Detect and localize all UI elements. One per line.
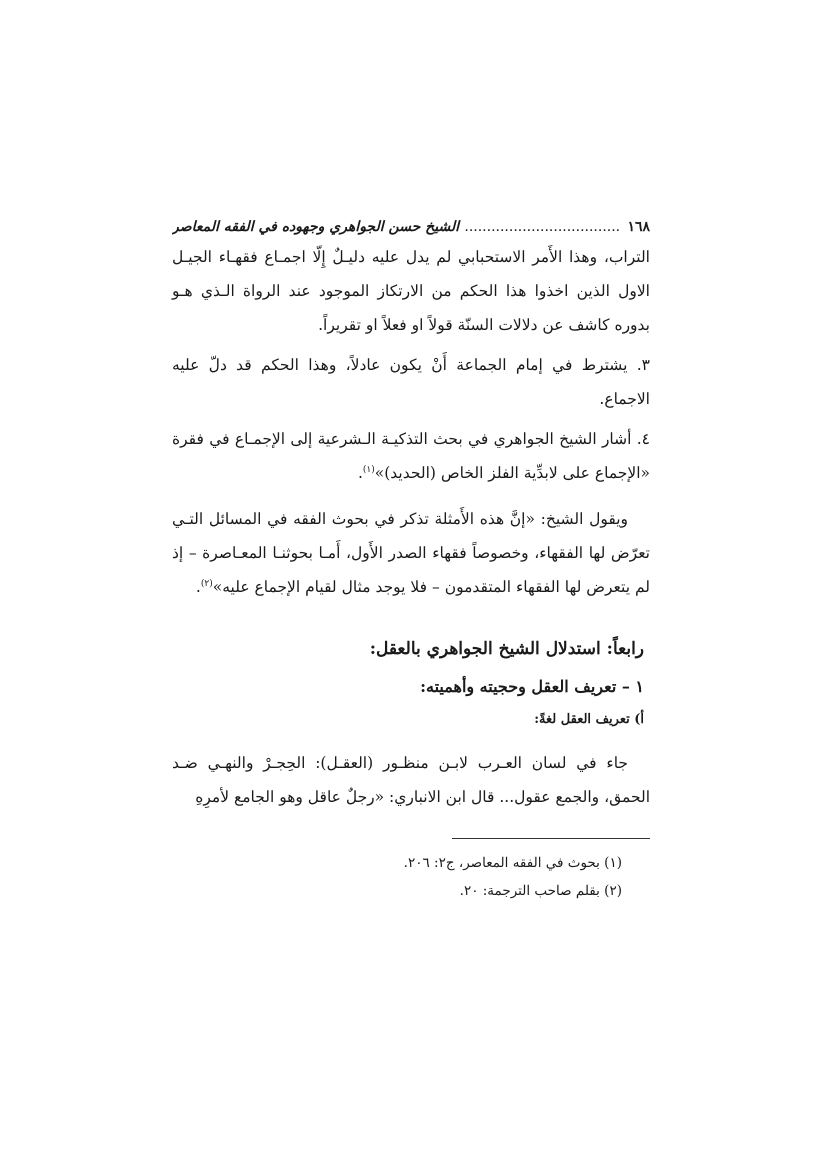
book-page <box>172 214 650 905</box>
list-item-3: ٣. يشترط في إمام الجماعة أَنْ يكون عادلاً، وهذا الحكم قد دلّ عليه الاجماع. <box>172 356 650 408</box>
paragraph-sheikh-quote-text: ويقول الشيخ: «إنَّ هذه الأَمثلة تذكر في بحوث الفقه في المسائل التـي تعرّض لها الفقهاء، وخصوصاً فقهاء الصدر الأَول، أَمـا بحوثنـا المعـاصرة – إذ لم يتعرض لها الفقهاء المتقدمون – فلا يوجد مثال لقيام الإجماع عليه» <box>172 510 650 596</box>
section-heading: رابعاً: استدلال الشيخ الجواهري بالعقل: <box>369 639 644 659</box>
book-title: الشيخ حسن الجواهري وجهوده في الفقه المعاصر <box>172 219 460 235</box>
paragraph-sheikh-quote-period: . <box>195 578 201 596</box>
footnote-divider <box>452 838 650 839</box>
paragraph-tatheer: التراب، وهذا الأَمر الاستحبابي لم يدل عليه دليـلٌ إِلّا اجمـاع فقهـاء الجيـل الاول الذين اخذوا هذا الحكم من الارتكاز الموجود عند الرواة الـذي هـو بدوره كاشف عن دلالات السنّة قولاً او فعلاً او تقريراً. <box>172 248 650 334</box>
footnote-2: (٢) بقلم صاحب الترجمة: ٢٠. <box>459 883 622 899</box>
footnote-ref-1[interactable]: (١) <box>362 464 375 475</box>
list-item-4-text: ٤. أشار الشيخ الجواهري في بحث التذكيـة الـشرعية إلى الإجمـاع في فقرة «الإجماع على لابدِّية الفلز الخاص (الحديد)» <box>172 430 650 482</box>
footnote-ref-2[interactable]: (٢) <box>200 578 213 589</box>
list-item-4-period: . <box>357 464 363 482</box>
footnote-1: (١) بحوث في الفقه المعاصر، ج٢: ٢٠٦. <box>403 855 622 871</box>
paragraph-sheikh-quote <box>172 502 650 604</box>
minor-heading: أ) تعريف العقل لغةً: <box>534 712 644 727</box>
subsection-heading: ١ – تعريف العقل وحجيته وأهميته: <box>420 677 644 696</box>
page-number: ١٦٨ <box>627 219 650 235</box>
running-header <box>172 214 650 240</box>
paragraph-lisan-al-arab: جاء في لسان العـرب لابـن منظـور (العقـل): الحِجـرْ والنهـي ضـد الحمق، والجمع عقول... قال ابن الانباري: «رجلٌ عاقل وهو الجامع لأمرِهِ <box>172 754 650 806</box>
header-leader: ................................... <box>464 219 621 235</box>
list-item-4 <box>172 422 650 490</box>
